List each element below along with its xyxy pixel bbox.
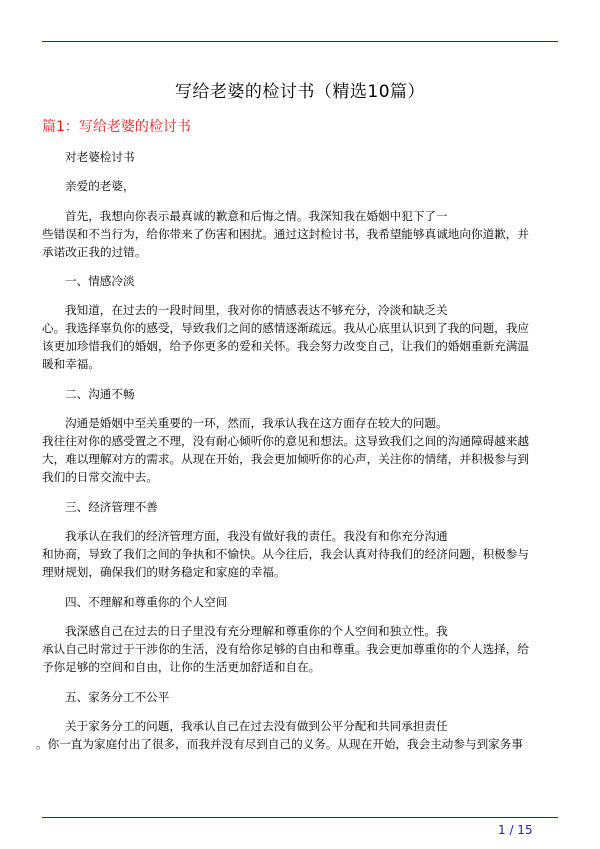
body-line: 心。我选择辜负你的感受，导致我们之间的感情逐渐疏远。我从心底里认识到了我的问题，我应	[42, 321, 529, 335]
body-line: 暖和幸福。	[42, 357, 100, 371]
body-line: 承诺改正我的过错。	[42, 245, 147, 259]
footer-rule	[42, 817, 558, 818]
body-line: 我往往对你的感受置之不理，没有耐心倾听你的意见和想法。这导致我们之间的沟通障碍越来越	[42, 434, 529, 448]
subheading: 二、沟通不畅	[65, 387, 135, 401]
body-line: 理财规划，确保我们的财务稳定和家庭的幸福。	[42, 565, 286, 579]
body-line: 沟通是婚姻中至关重要的一环，然而，我承认我在这方面存在较大的问题。	[65, 416, 448, 430]
subheading: 一、情感冷淡	[65, 274, 135, 288]
body-line: 予你足够的空间和自由，让你的生活更加舒适和自在。	[42, 660, 321, 674]
body-line: 该更加珍惜我们的婚姻，给予你更多的爱和关怀。我会努力改变自己，让我们的婚姻重新充满温	[42, 339, 529, 353]
body-line: 关于家务分工的问题，我承认自己在过去没有做到公平分配和共同承担责任	[65, 719, 448, 733]
body-line: 我知道，在过去的一段时间里，我对你的情感表达不够充分，冷淡和缺乏关	[65, 303, 448, 317]
header-rule	[42, 41, 558, 42]
section-heading: 篇1：写给老婆的检讨书	[42, 119, 191, 135]
body-line: 对老婆检讨书	[65, 150, 135, 164]
page-indicator: 1 / 15	[498, 823, 533, 837]
body-line: 和协商，导致了我们之间的争执和不愉快。从今往后，我会认真对待我们的经济问题，积极参与	[42, 547, 529, 561]
document-title: 写给老婆的检讨书（精选10篇）	[174, 82, 426, 102]
body-line: 。你一直为家庭付出了很多，而我并没有尽到自己的义务。从现在开始，我会主动参与到家务事	[36, 737, 523, 751]
body-line: 我深感自己在过去的日子里没有充分理解和尊重你的个人空间和独立性。我	[65, 624, 448, 638]
subheading: 三、经济管理不善	[65, 500, 158, 514]
body-line: 承认自己时常过于干涉你的生活，没有给你足够的自由和尊重。我会更加尊重你的个人选择，给	[42, 642, 529, 656]
body-line: 亲爱的老婆，	[65, 179, 135, 193]
body-line: 些错误和不当行为，给你带来了伤害和困扰。通过这封检讨书，我希望能够真诚地向你道歉，并	[42, 227, 529, 241]
body-line: 我们的日常交流中去。	[42, 470, 158, 484]
body-line: 大，难以理解对方的需求。从现在开始，我会更加倾听你的心声，关注你的情绪，并积极参与到	[42, 452, 529, 466]
body-line: 首先，我想向你表示最真诚的歉意和后悔之情。我深知我在婚姻中犯下了一	[65, 209, 448, 223]
body-line: 我承认在我们的经济管理方面，我没有做好我的责任。我没有和你充分沟通	[65, 529, 448, 543]
subheading: 五、家务分工不公平	[65, 690, 170, 704]
subheading: 四、不理解和尊重你的个人空间	[65, 595, 228, 609]
